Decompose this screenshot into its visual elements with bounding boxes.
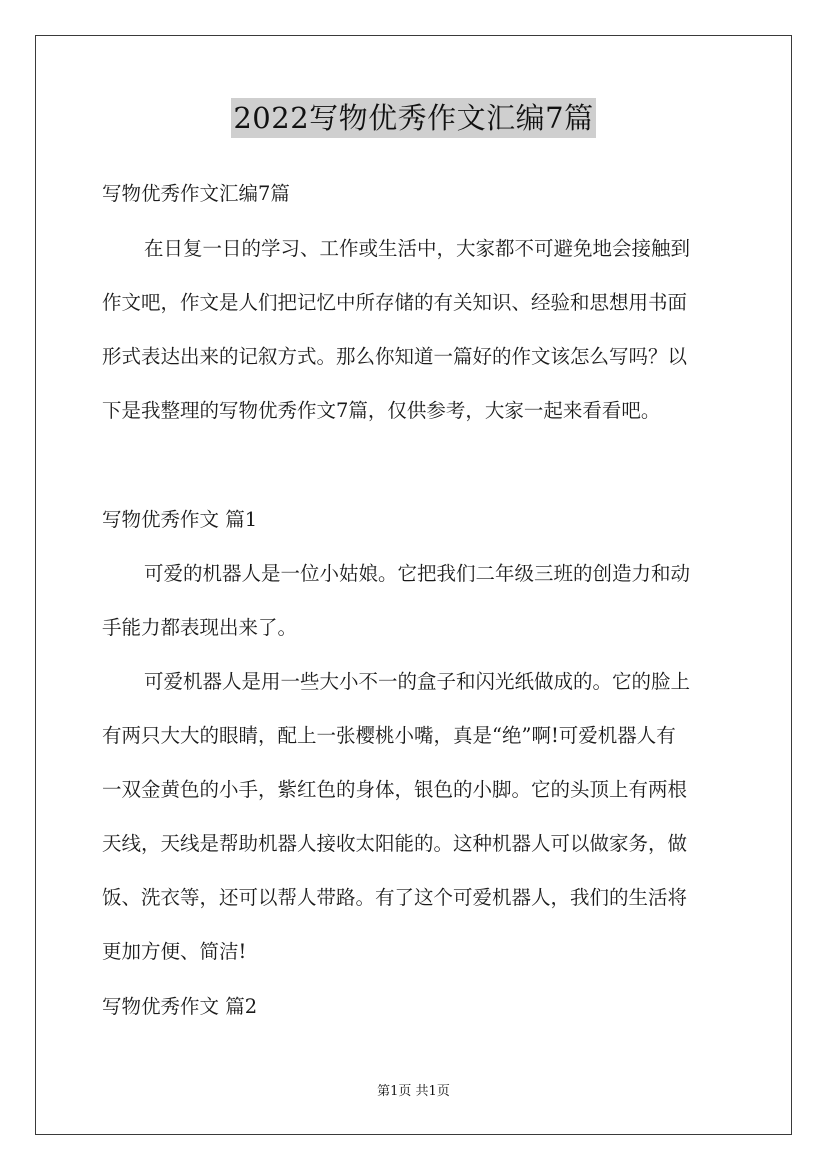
paragraph-line: 下是我整理的写物优秀作文7篇，仅供参考，大家一起来看看吧。 [102, 399, 661, 422]
paragraph-line: 一双金黄色的小手，紫红色的身体，银色的小脚。它的头顶上有两根 [102, 778, 688, 801]
subtitle-line: 写物优秀作文汇编7篇 [102, 182, 290, 205]
paragraph-line: 更加方便、简洁! [102, 940, 247, 963]
paragraph-line: 可爱的机器人是一位小姑娘。它把我们二年级三班的创造力和动 [144, 562, 691, 585]
section-heading-1: 写物优秀作文 篇1 [102, 508, 258, 531]
paragraph-line: 在日复一日的学习、工作或生活中，大家都不可避免地会接触到 [144, 237, 691, 260]
paragraph-line: 饭、洗衣等，还可以帮人带路。有了这个可爱机器人，我们的生活将 [102, 886, 688, 909]
paragraph-line: 形式表达出来的记叙方式。那么你知道一篇好的作文该怎么写吗？以 [102, 345, 688, 368]
paragraph-line: 作文吧，作文是人们把记忆中所存储的有关知识、经验和思想用书面 [102, 291, 688, 314]
page-footer: 第1页 共1页 [377, 1084, 450, 1099]
paragraph-line: 可爱机器人是用一些大小不一的盒子和闪光纸做成的。它的脸上 [144, 670, 691, 693]
section-heading-2: 写物优秀作文 篇2 [102, 995, 258, 1018]
document-title: 2022写物优秀作文汇编7篇 [231, 98, 595, 138]
paragraph-line: 天线，天线是帮助机器人接收太阳能的。这种机器人可以做家务，做 [102, 832, 688, 855]
title-container [0, 98, 827, 138]
paragraph-line: 手能力都表现出来了。 [102, 616, 298, 639]
paragraph-line: 有两只大大的眼睛，配上一张樱桃小嘴，真是“绝”啊!可爱机器人有 [102, 724, 676, 747]
